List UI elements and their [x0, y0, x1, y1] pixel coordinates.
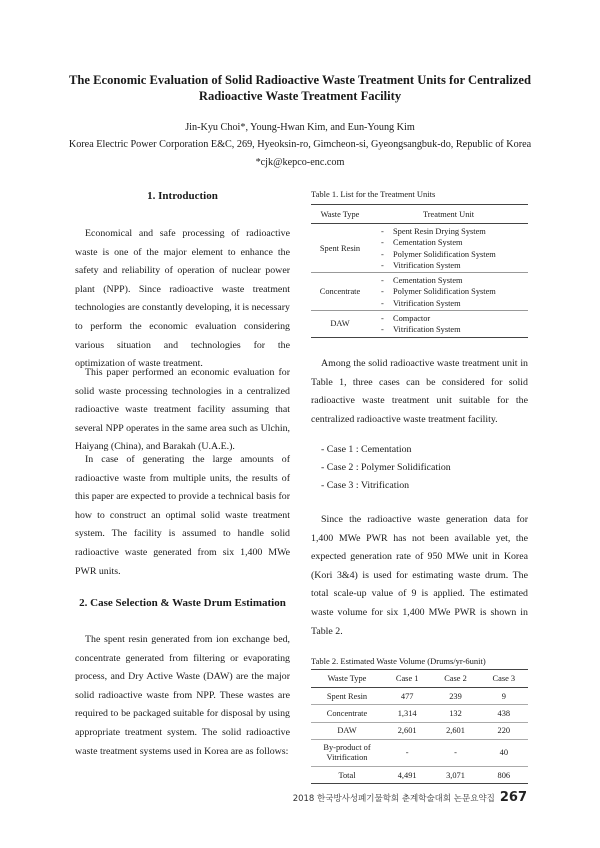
affiliation: Korea Electric Power Corporation E&C, 269, Hyeoksin-ro, Gimcheon-si, Gyeongsangbuk-do, Republic of Korea [68, 139, 532, 150]
treatment-unit-item: - Cementation System [381, 237, 528, 248]
table-cell: Total [338, 770, 356, 780]
case-item: - Case 3 : Vitrification [321, 480, 410, 491]
treatment-unit-item: - Compactor [381, 313, 528, 324]
table-cell: 1,314 [383, 705, 431, 722]
table-cell: 806 [497, 770, 511, 780]
treatment-unit-item: - Vitrification System [381, 260, 528, 271]
table-row [311, 739, 528, 766]
table-cell: 220 [480, 722, 528, 739]
treatment-unit-item: - Polymer Solidification System [381, 249, 528, 260]
treatment-unit-item: - Cementation System [381, 275, 528, 286]
treatment-unit-item: - Vitrification System [381, 298, 528, 309]
table2-header: Waste Type [311, 670, 383, 688]
cases-intro-paragraph: Among the solid radioactive waste treatment unit in Table 1, three cases can be considered for solid radioactive waste treatment unit suitable for the centralized radioactive waste treatment facility. [311, 358, 528, 425]
proceedings-title: 2018 한국방사성폐기물학회 춘계학술대회 논문요약집 [292, 794, 495, 804]
page-number: 267 [499, 790, 527, 805]
paper-title: The Economic Evaluation of Solid Radioactive Waste Treatment Units for Centralized Radioactive Waste Treatment Facility [69, 73, 531, 103]
table-row [311, 224, 528, 273]
table2-header: Case 3 [480, 670, 528, 688]
case-item: - Case 2 : Polymer Solidification [321, 462, 451, 473]
table-cell: - [431, 739, 479, 766]
table-cell: 3,071 [446, 770, 465, 780]
treatment-units-table [311, 204, 528, 338]
table1-header-treatment-unit: Treatment Unit [369, 205, 528, 224]
contact-email: *cjk@kepco-enc.com [255, 157, 345, 168]
table-row [311, 311, 528, 338]
treatment-unit-item: - Spent Resin Drying System [381, 226, 528, 237]
intro-paragraph-1: Economical and safe processing of radioactive waste is one of the major element to enhance the safety and reliability of operation of nuclear power plant (NPP). Since radioactive waste treatment technologies are constantly developing, it is necessary to perform the economic evaluation considering various situation and technologies for the optimization of waste treatment. [75, 228, 290, 370]
table1-header-waste-type: Waste Type [311, 205, 369, 224]
table-cell: By-product of Vitrification [311, 739, 383, 766]
table1-caption: Table 1. List for the Treatment Units [311, 189, 436, 199]
right-column [311, 0, 528, 848]
table-row [311, 273, 528, 311]
intro-paragraph-2: This paper performed an economic evaluation for solid waste processing technologies in a centralized radioactive waste treatment facility assuming that several NPP operates in the same area such as Ulchin, Haiyang (China), and Barakah (U.A.E.). [75, 367, 290, 453]
table-row [311, 688, 528, 705]
table-row [311, 766, 528, 783]
table-cell: 9 [480, 688, 528, 705]
left-column [75, 0, 290, 848]
treatment-unit-item: - Vitrification System [381, 324, 528, 335]
table-cell: DAW [311, 722, 383, 739]
section-heading-case-selection: 2. Case Selection & Waste Drum Estimation [79, 597, 286, 609]
page-footer [293, 790, 527, 805]
case-item: - Case 1 : Cementation [321, 444, 412, 455]
case-selection-paragraph: The spent resin generated from ion exchange bed, concentrate generated from filtering or evaporating process, and Dry Active Waste (DAW) are the major solid radioactive waste from NPP. These wastes are required to be packaged suitable for disposal by using appropriate treatment system. The solid radioactive waste treatment systems used in Korea are as follows: [75, 634, 290, 757]
table-cell: 2,601 [383, 722, 431, 739]
table-row [311, 722, 528, 739]
table-row [311, 705, 528, 722]
table2-header: Case 2 [431, 670, 479, 688]
table-cell: 239 [431, 688, 479, 705]
table1-type-cell: Concentrate [311, 273, 369, 311]
section-heading-introduction: 1. Introduction [147, 190, 218, 202]
table-cell: 477 [383, 688, 431, 705]
table-cell: - [383, 739, 431, 766]
intro-paragraph-3: In case of generating the large amounts of radioactive waste from multiple units, the results of this paper are expected to provide a technical basis for how to construct an optimal solid waste treatment system. The facility is assumed to handle solid radioactive waste generated from six 1,400 MWe PWR units. [75, 454, 290, 577]
treatment-unit-item: - Polymer Solidification System [381, 286, 528, 297]
table-cell: 132 [431, 705, 479, 722]
table-cell: 2,601 [431, 722, 479, 739]
waste-volume-table [311, 669, 528, 784]
table2-header: Case 1 [383, 670, 431, 688]
table1-type-cell: Spent Resin [311, 224, 369, 273]
table1-type-cell: DAW [330, 319, 350, 329]
table-cell: 40 [480, 739, 528, 766]
table2-caption: Table 2. Estimated Waste Volume (Drums/yr-6unit) [311, 656, 486, 666]
author-list: Jin-Kyu Choi*, Young-Hwan Kim, and Eun-Young Kim [185, 122, 415, 133]
waste-volume-paragraph: Since the radioactive waste generation data for 1,400 MWe PWR has not been available yet, the expected generation rate of 950 MWe unit in Korea (Kori 3&4) is used for estimating waste drum. The total scale-up value of 9 is applied. The estimated waste volume for six 1,400 MWe PWR is shown in Table 2. [311, 514, 528, 637]
case-list [321, 441, 451, 495]
table-cell: Spent Resin [311, 688, 383, 705]
table-cell: 4,491 [397, 770, 417, 780]
table-cell: Concentrate [311, 705, 383, 722]
table-cell: 438 [480, 705, 528, 722]
